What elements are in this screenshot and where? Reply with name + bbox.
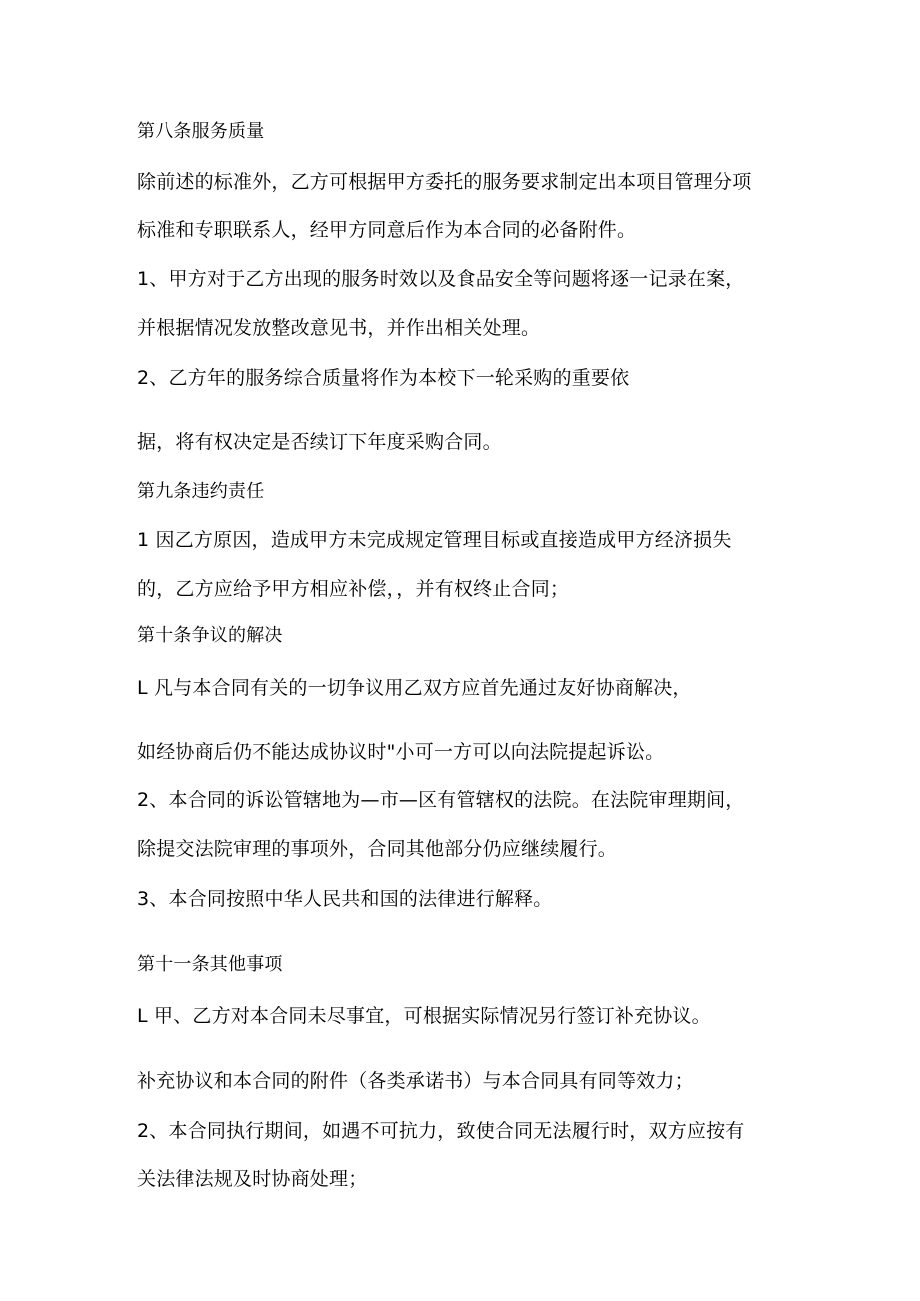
paragraph-line: L 凡与本合同有关的一切争议用乙双方应首先通过友好协商解决， xyxy=(137,677,692,699)
article-8-heading: 第八条服务质量 xyxy=(137,121,265,142)
paragraph-line: 关法律法规及时协商处理； xyxy=(137,1168,368,1190)
article-10-heading: 第十条争议的解决 xyxy=(137,625,283,646)
article-11-heading: 第十一条其他事项 xyxy=(137,954,283,975)
paragraph-line: 的，乙方应给予甲方相应补偿，，并有权终止合同； xyxy=(137,578,570,600)
paragraph-line: 并根据情况发放整改意见书，并作出相关处理。 xyxy=(137,317,541,339)
paragraph-line: L 甲、乙方对本合同未尽事宜，可根据实际情况另行签订补充协议。 xyxy=(137,1005,711,1027)
paragraph-line: 除提交法院审理的事项外，合同其他部分仍应继续履行。 xyxy=(137,838,618,860)
paragraph-line: 标准和专职联系人，经甲方同意后作为本合同的必备附件。 xyxy=(137,219,637,241)
paragraph-line: 1 因乙方原因，造成甲方未完成规定管理目标或直接造成甲方经济损失 xyxy=(137,529,732,551)
paragraph-line: 1、甲方对于乙方出现的服务时效以及食品安全等问题将逐一记录在案， xyxy=(137,268,745,290)
paragraph-line: 2、本合同的诉讼管辖地为—市—区有管辖权的法院。在法院审理期间， xyxy=(137,789,745,811)
article-9-heading: 第九条违约责任 xyxy=(137,481,265,502)
paragraph-line: 2、乙方年的服务综合质量将作为本校下一轮采购的重要依 xyxy=(137,367,630,389)
paragraph-line: 据，将有权决定是否续订下年度采购合同。 xyxy=(137,431,502,453)
paragraph-line: 3、本合同按照中华人民共和国的法律进行解释。 xyxy=(137,888,553,910)
paragraph-line: 补充协议和本合同的附件（各类承诺书）与本合同具有同等效力； xyxy=(137,1070,694,1092)
paragraph-line: 2、本合同执行期间，如遇不可抗力，致使合同无法履行时，双方应按有 xyxy=(137,1120,745,1142)
paragraph-line: 如经协商后仍不能达成协议时"小可一方可以向法院提起诉讼。 xyxy=(137,741,665,763)
paragraph-line: 除前述的标准外，乙方可根据甲方委托的服务要求制定出本项目管理分项 xyxy=(137,171,752,193)
